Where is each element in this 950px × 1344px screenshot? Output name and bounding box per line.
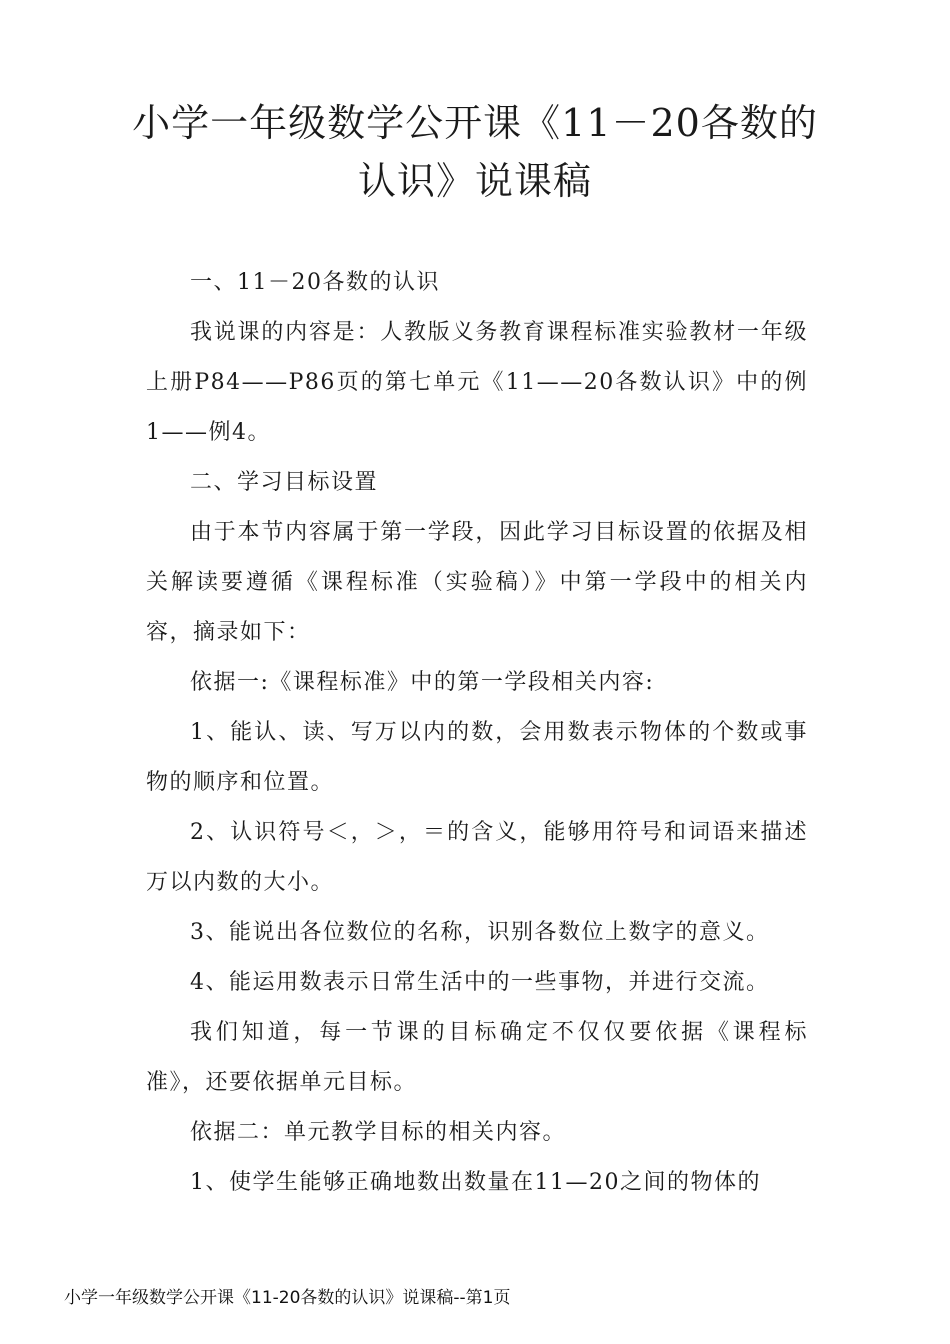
list-item: 1、能认、读、写万以内的数，会用数表示物体的个数或事物的顺序和位置。 xyxy=(146,720,808,795)
section-heading-1: 一、11－20各数的认识 xyxy=(190,270,440,295)
list-item: 2、认识符号＜，＞，＝的含义，能够用符号和词语来描述万以内数的大小。 xyxy=(146,820,808,895)
basis-heading-1: 依据一:《课程标准》中的第一学段相关内容: xyxy=(190,670,655,695)
list-item: 4、能运用数表示日常生活中的一些事物，并进行交流。 xyxy=(190,970,770,995)
basis-heading-2: 依据二：单元教学目标的相关内容。 xyxy=(190,1120,567,1145)
paragraph: 由于本节内容属于第一学段，因此学习目标设置的依据及相关解读要遵循《课程标准（实验稿）》中第一学段中的相关内容，摘录如下： xyxy=(146,520,808,645)
paragraph: 我说课的内容是：人教版义务教育课程标准实验教材一年级上册P84——P86页的第七单元《11——20各数认识》中的例1——例4。 xyxy=(146,320,808,445)
document-body xyxy=(146,258,808,1208)
list-item: 3、能说出各位数位的名称，识别各数位上数字的意义。 xyxy=(190,920,770,945)
paragraph: 我们知道，每一节课的目标确定不仅仅要依据《课程标准》，还要依据单元目标。 xyxy=(146,1020,808,1095)
page-footer: 小学一年级数学公开课《11-20各数的认识》说课稿--第1页 xyxy=(64,1288,511,1308)
list-item: 1、使学生能够正确地数出数量在11—20之间的物体的 xyxy=(190,1170,761,1195)
section-heading-2: 二、学习目标设置 xyxy=(190,470,379,495)
document-title: 小学一年级数学公开课《11－20各数的认识》说课稿 xyxy=(132,101,818,203)
